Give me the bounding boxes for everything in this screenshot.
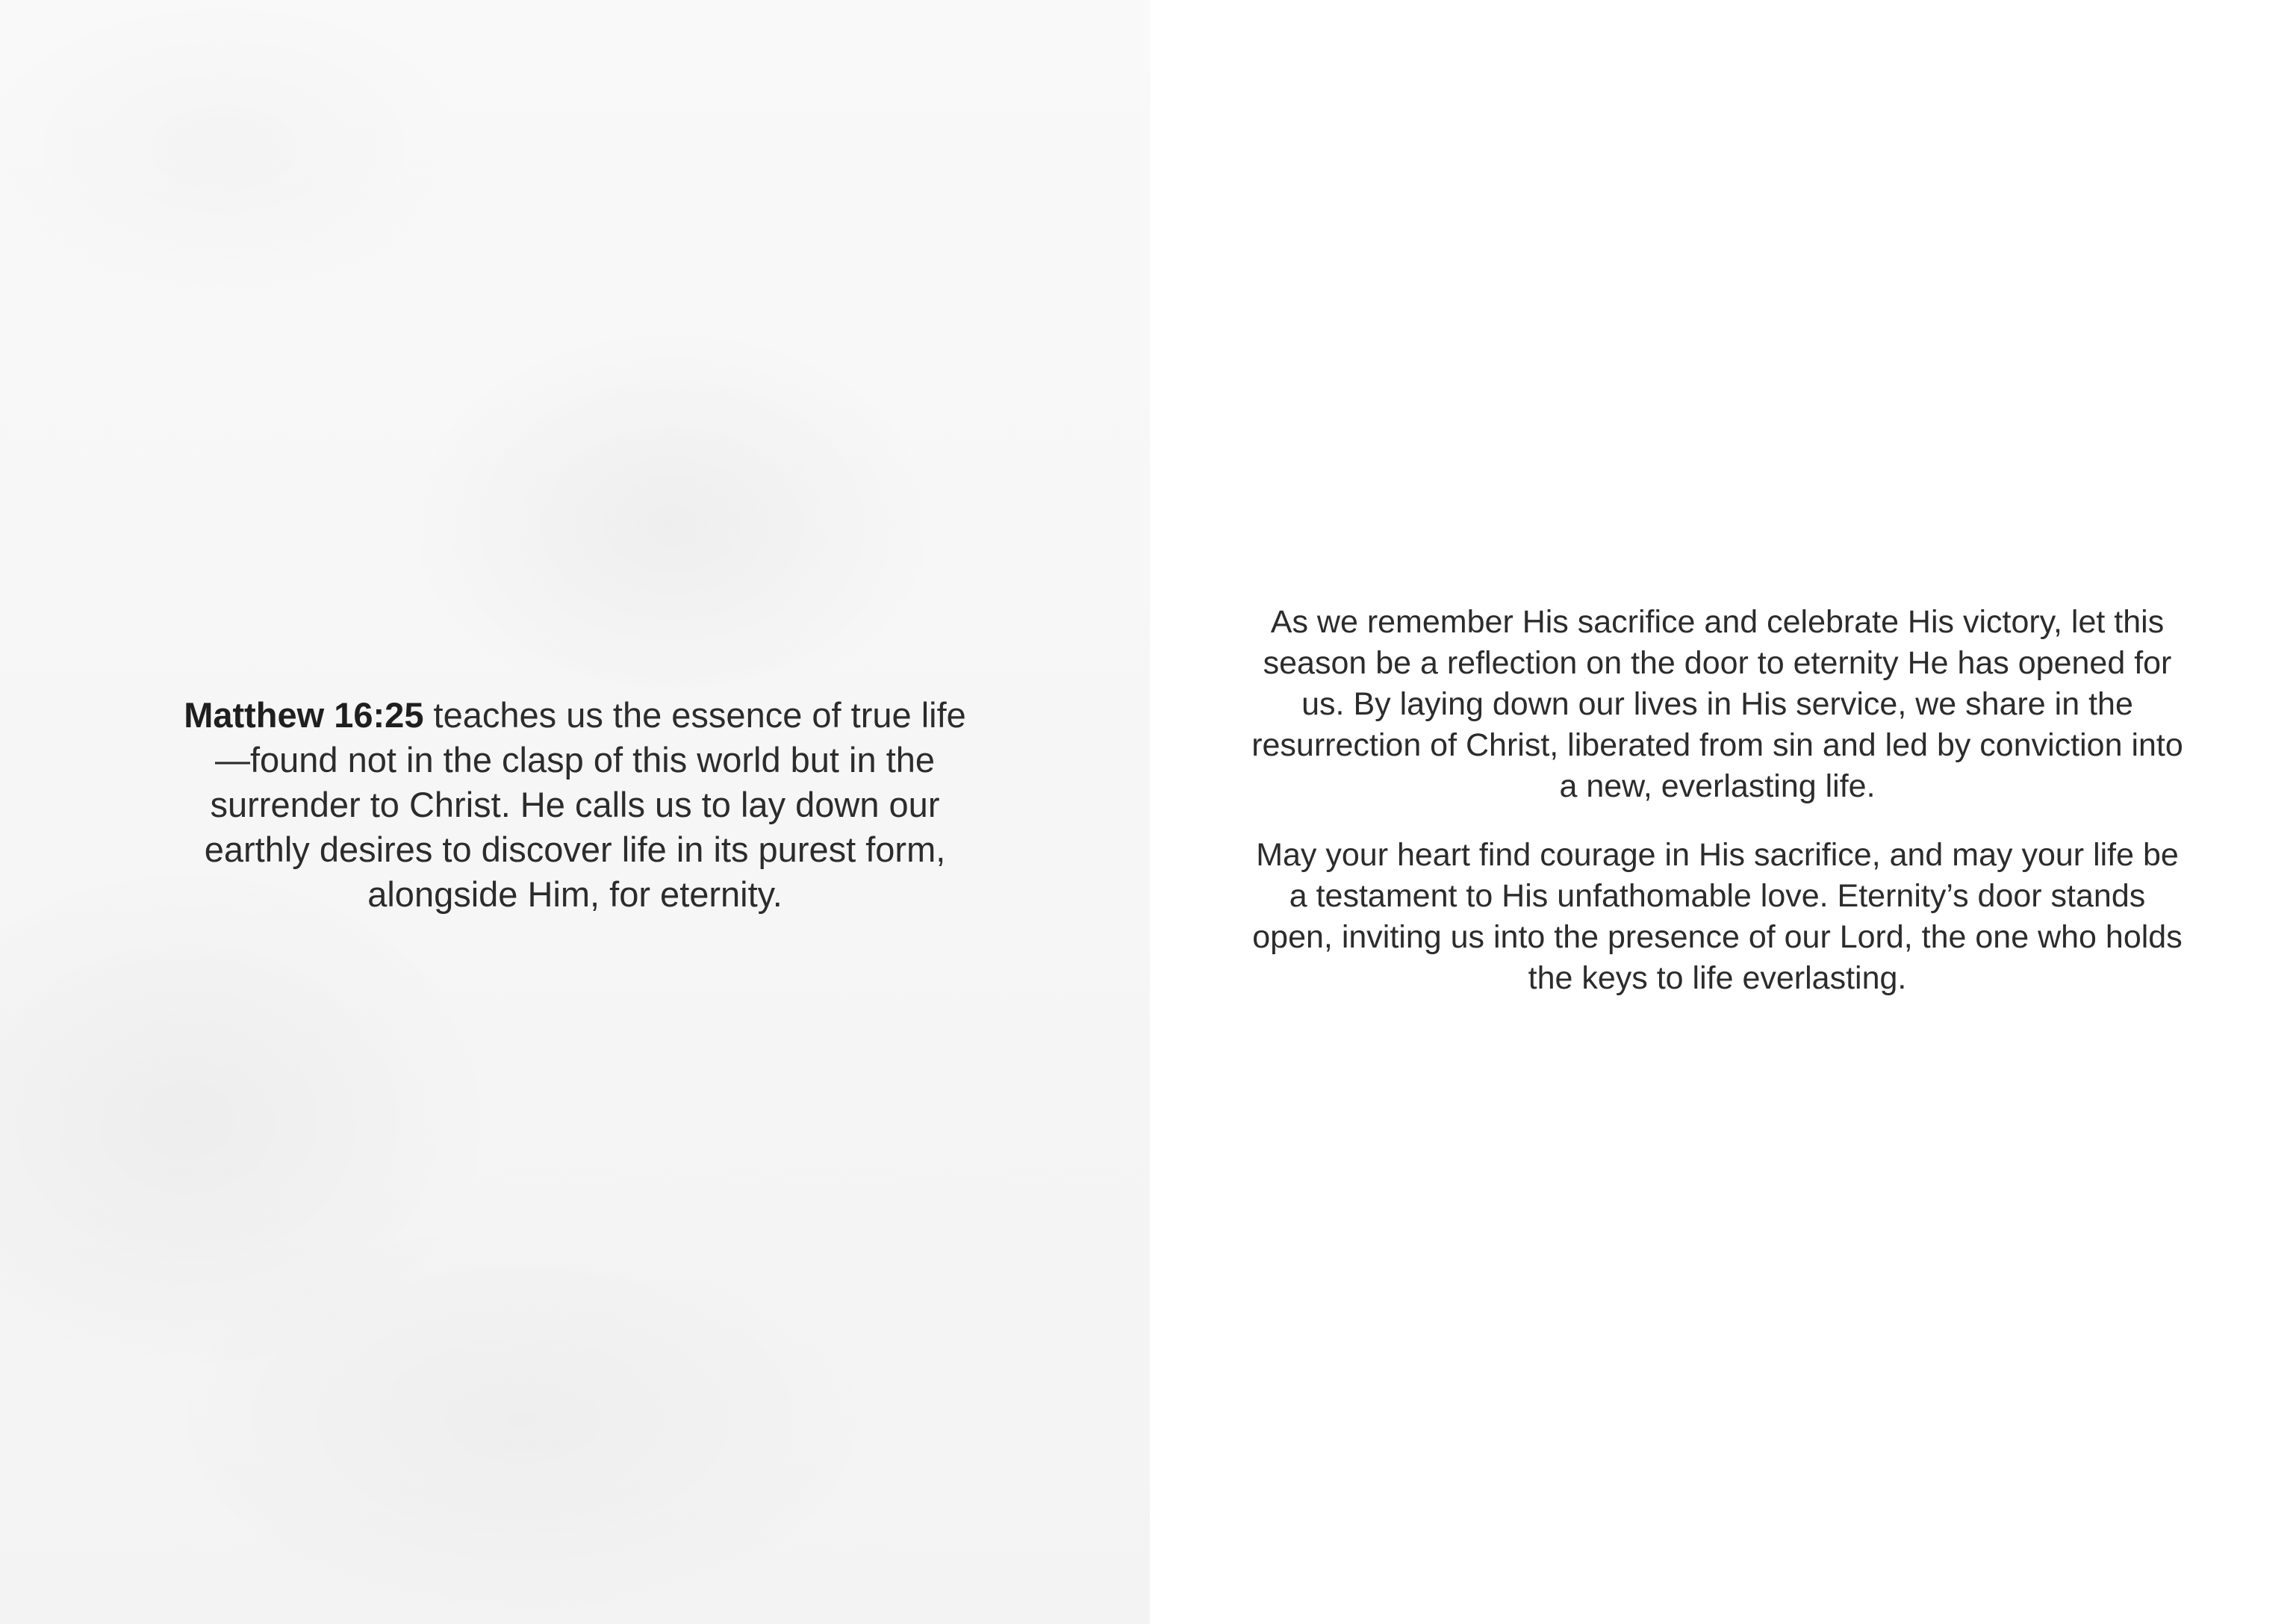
scripture-reflection-body: teaches us the essence of true life—found not in the clasp of this world but in the surrender to Christ. He calls us to lay down our earthly desires to discover life in its purest form, alongside Him, for eternity. (204, 695, 966, 914)
closing-message (1247, 602, 2188, 999)
scripture-reflection (179, 693, 971, 917)
closing-paragraph-2: May your heart find courage in His sacrifice, and may your life be a testament to His unfathomable love. Eternity’s door stands open, inviting us into the presence of our Lord, the one who holds the keys to life everlasting. (1252, 837, 2183, 996)
scripture-reference: Matthew 16:25 (184, 695, 424, 735)
right-page (1150, 0, 2296, 1624)
closing-paragraph-1: As we remember His sacrifice and celebrate His victory, let this season be a reflection on the door to eternity He has opened for us. By laying down our lives in His service, we share in the resurrection of Christ, liberated from sin and led by conviction into a new, everlasting life. (1251, 604, 2183, 804)
